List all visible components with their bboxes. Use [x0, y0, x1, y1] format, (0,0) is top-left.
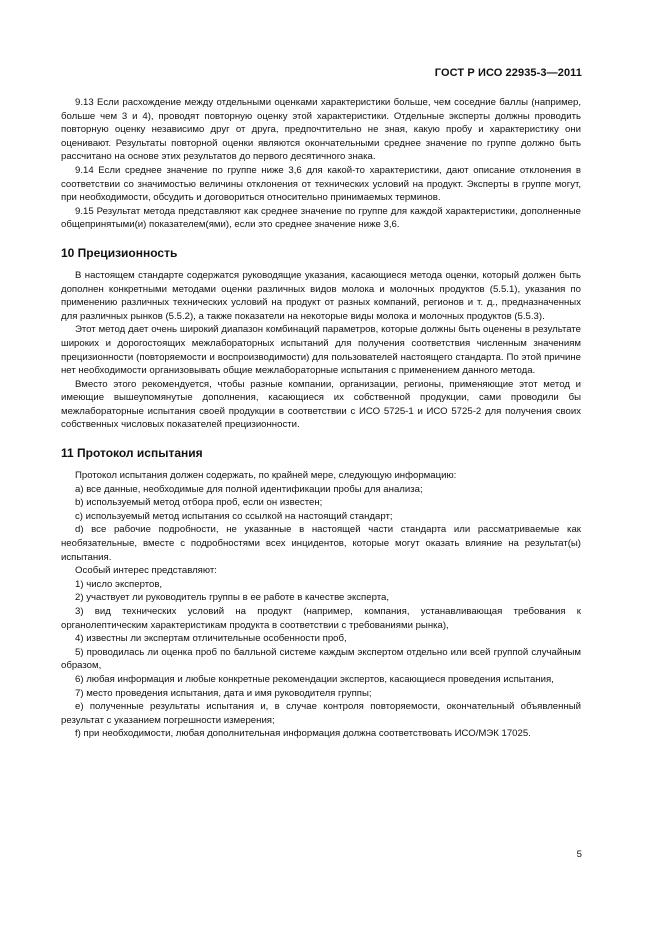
section-10-paragraph: Этот метод дает очень широкий диапазон комбинаций параметров, которые должны быть оценены в результате широких и дорогостоящих межлабораторных испытаний для получения соответствия численным значениям прецизионности (повторяемости и воспроизводимости) для пользователей настоящего стандарта. По этой причине нет необходимости организовывать общие межлабораторные испытания с применением данного метода.: [61, 324, 581, 377]
clause-9-15: 9.15 Результат метода представляют как среднее значение по группе для каждой характеристики, дополненные общепринятыми(и) показателем(ями), если это среднее значение ниже 3,6.: [61, 205, 581, 231]
document-header-id: ГОСТ Р ИСО 22935-3—2011: [434, 67, 582, 79]
list-item-f: f) при необходимости, любая дополнительная информация должна соответствовать ИСО/МЭК 17025.: [75, 728, 531, 740]
document-body: [61, 96, 581, 741]
list-item-a: a) все данные, необходимые для полной идентификации пробы для анализа;: [75, 483, 423, 495]
list-item-c: c) используемый метод испытания со ссылкой на настоящий стандарт;: [75, 510, 393, 522]
list-item-7: 7) место проведения испытания, дата и имя руководителя группы;: [75, 687, 372, 699]
section-11-heading: 11 Протокол испытания: [61, 446, 203, 461]
list-item-1: 1) число экспертов,: [75, 578, 163, 590]
special-interest-label: Особый интерес представляют:: [75, 565, 217, 577]
section-10-paragraph: Вместо этого рекомендуется, чтобы разные компании, организации, регионы, применяющие этот метод и имеющие вышеупомянутые дополнения, касающиеся их собственной продукции, сами проводили бы межлабораторные испытания своей продукции в соответствии с ИСО 5725-1 и ИСО 5725-2 для получения своих собственных числовых показателей прецизионности.: [61, 378, 581, 431]
page-number: 5: [576, 849, 582, 860]
list-item-3: 3) вид технических условий на продукт (например, компания, устанавливающая требования к органолептическим характеристикам продукта в соответствии с требованиями рынка),: [61, 606, 581, 631]
section-10-heading: 10 Прецизионность: [61, 245, 178, 260]
section-11-intro: Протокол испытания должен содержать, по крайней мере, следующую информацию:: [75, 470, 457, 482]
list-item-4: 4) известны ли экспертам отличительные особенности проб,: [75, 633, 347, 645]
clause-9-14: 9.14 Если среднее значение по группе ниже 3,6 для какой-то характеристики, дают описание отклонения в соответствии со значимостью величины отклонения от технических условий на продукт. Эксперты в группе могут, при необходимости, обсудить и договориться относительно принимаемых терминов.: [61, 164, 581, 204]
list-item-e: e) полученные результаты испытания и, в случае контроля повторяемости, окончательный объявленный результат с указанием погрешности измерения;: [61, 701, 581, 726]
list-item-6: 6) любая информация и любые конкретные рекомендации экспертов, касающиеся проведения испытания,: [75, 673, 554, 685]
section-10-paragraph: В настоящем стандарте содержатся руководящие указания, касающиеся метода оценки, который должен быть дополнен конкретными методами оценки различных видов молока и молочных продуктов (5.5.1), указания по применению различных технических условий на продукт от разных компаний, регионов и т. д., предназначенных для различных рынков (5.5.2), а также показатели на некоторые виды молока и молочных продуктов (5.5.3).: [61, 269, 581, 322]
list-item-b: b) используемый метод отбора проб, если он известен;: [75, 497, 323, 509]
list-item-5: 5) проводилась ли оценка проб по балльной системе каждым экспертом отдельно или всей группой случайным образом,: [61, 646, 581, 672]
clause-9-13: 9.13 Если расхождение между отдельными оценками характеристики больше, чем соседние баллы (например, больше чем 3 и 4), проводят повторную оценку этой характеристики. Отдельные эксперты должны проводить повторную оценку независимо друг от друга, предпочтительно не зная, какую пробу и характеристику они оценивают. Результаты повторной оценки являются окончательными среднее значение по группе должно быть рассчитано на основе этих результатов до первого десятичного знака.: [61, 97, 581, 163]
list-item-d: d) все рабочие подробности, не указанные в настоящей части стандарта или рассматриваемые как необязательные, вместе с подробностями всех инцидентов, которые могут оказать влияние на результат(ы) испытания.: [61, 524, 581, 563]
list-item-2: 2) участвует ли руководитель группы в ее работе в качестве эксперта,: [75, 592, 389, 604]
